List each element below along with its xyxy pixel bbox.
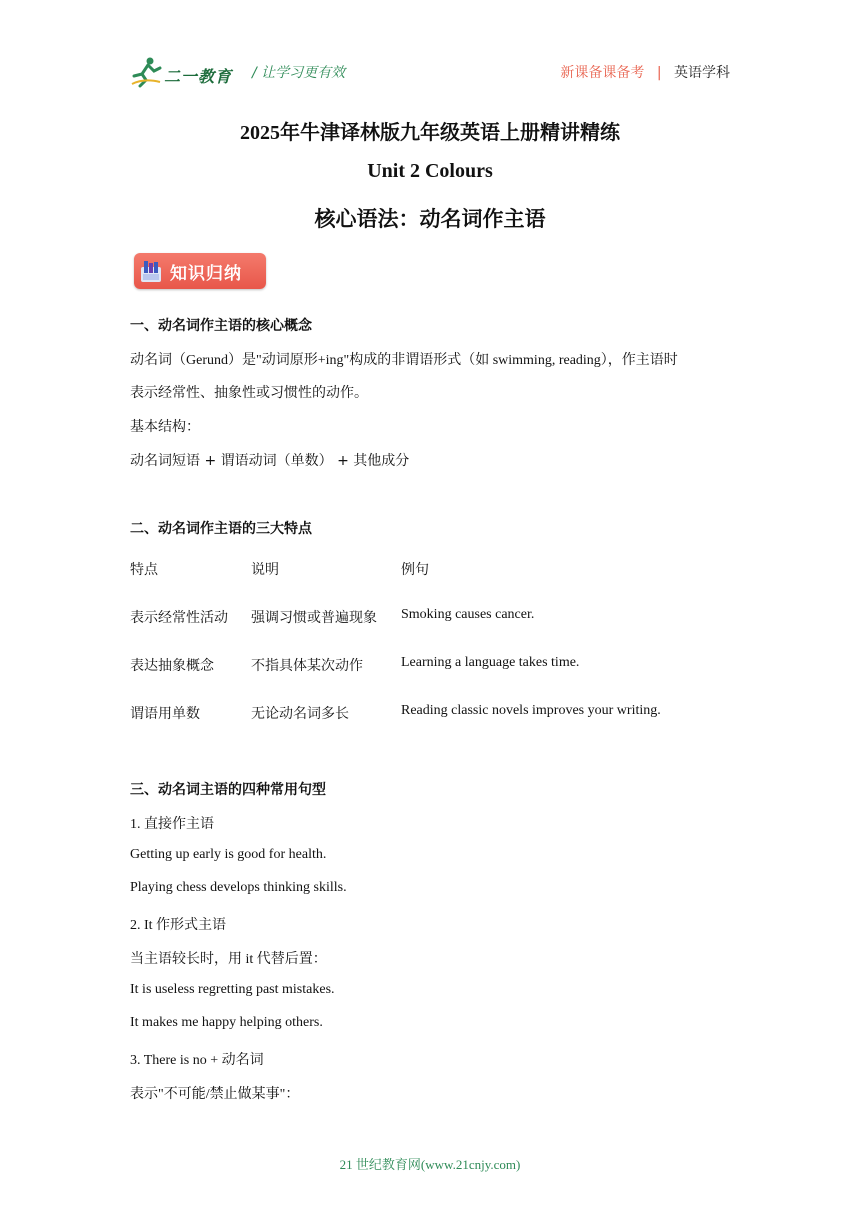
structure-label: 基本结构： <box>130 419 200 435</box>
site-logo[interactable] <box>130 56 240 88</box>
pattern2-desc: 当主语较长时，用 it 代替后置： <box>130 952 327 967</box>
table-cell: Learning a language takes time. <box>401 655 580 670</box>
pattern1-example2: Playing chess develops thinking skills. <box>130 880 347 895</box>
pattern2-title: 2. It 作形式主语 <box>130 918 227 933</box>
pattern2-example1: It is useless regretting past mistakes. <box>130 982 335 997</box>
logo-text: 二一教育 <box>164 67 233 86</box>
structure-formula: 动名词短语 + 谓语动词（单数） + 其他成分 <box>130 453 410 469</box>
pattern3-desc: 表示"不可能/禁止做某事"： <box>130 1087 300 1102</box>
tagline-separator: | <box>656 65 662 81</box>
table-cell: 无论动名词多长 <box>251 706 349 722</box>
table-cell: 谓语用单数 <box>130 706 200 722</box>
table-header-cell: 特点 <box>130 562 158 578</box>
page-footer[interactable]: 21 世纪教育网(www.21cnjy.com) <box>339 1157 521 1172</box>
grammar-title: 核心语法：动名词作主语 <box>314 207 546 231</box>
table-header-row <box>130 559 730 583</box>
table-cell: 强调习惯或普遍现象 <box>251 610 377 626</box>
table-header-cell: 说明 <box>251 562 279 578</box>
section1-heading: 一、动名词作主语的核心概念 <box>130 318 312 334</box>
tagline-left: 新课备课备考 <box>560 65 645 81</box>
runner-logo-icon <box>130 56 164 88</box>
table-row <box>130 607 730 631</box>
pattern1-title: 1. 直接作主语 <box>130 817 214 832</box>
section1-para-line1: 动名词（Gerund）是"动词原形+ing"构成的非谓语形式（如 swimming, reading），作主语时 <box>130 353 678 368</box>
table-cell: 表示经常性活动 <box>130 610 228 626</box>
table-row <box>130 655 730 679</box>
pattern1-example1: Getting up early is good for health. <box>130 847 327 862</box>
table-cell: Smoking causes cancer. <box>401 607 535 622</box>
section3-heading: 三、动名词主语的四种常用句型 <box>130 782 326 798</box>
table-header-cell: 例句 <box>401 562 429 578</box>
tagline-right: 英语学科 <box>674 65 730 81</box>
doc-title: 2025年牛津译林版九年级英语上册精讲精练 <box>240 122 620 144</box>
badge-label: 知识归纳 <box>170 264 242 284</box>
books-icon <box>140 259 162 283</box>
pattern3-title: 3. There is no + 动名词 <box>130 1053 264 1068</box>
table-cell: 表达抽象概念 <box>130 658 214 674</box>
table-cell: 不指具体某次动作 <box>251 658 363 674</box>
header-slogan: / 让学习更有效 <box>252 65 346 81</box>
header-tagline <box>560 62 730 82</box>
pattern2-example2: It makes me happy helping others. <box>130 1015 323 1030</box>
knowledge-summary-badge <box>134 253 266 289</box>
section1-para-line2: 表示经常性、抽象性或习惯性的动作。 <box>130 385 368 401</box>
table-row <box>130 703 730 727</box>
table-cell: Reading classic novels improves your writing. <box>401 703 661 718</box>
unit-title: Unit 2 Colours <box>367 160 493 182</box>
section2-heading: 二、动名词作主语的三大特点 <box>130 521 312 537</box>
page-header <box>130 56 730 90</box>
